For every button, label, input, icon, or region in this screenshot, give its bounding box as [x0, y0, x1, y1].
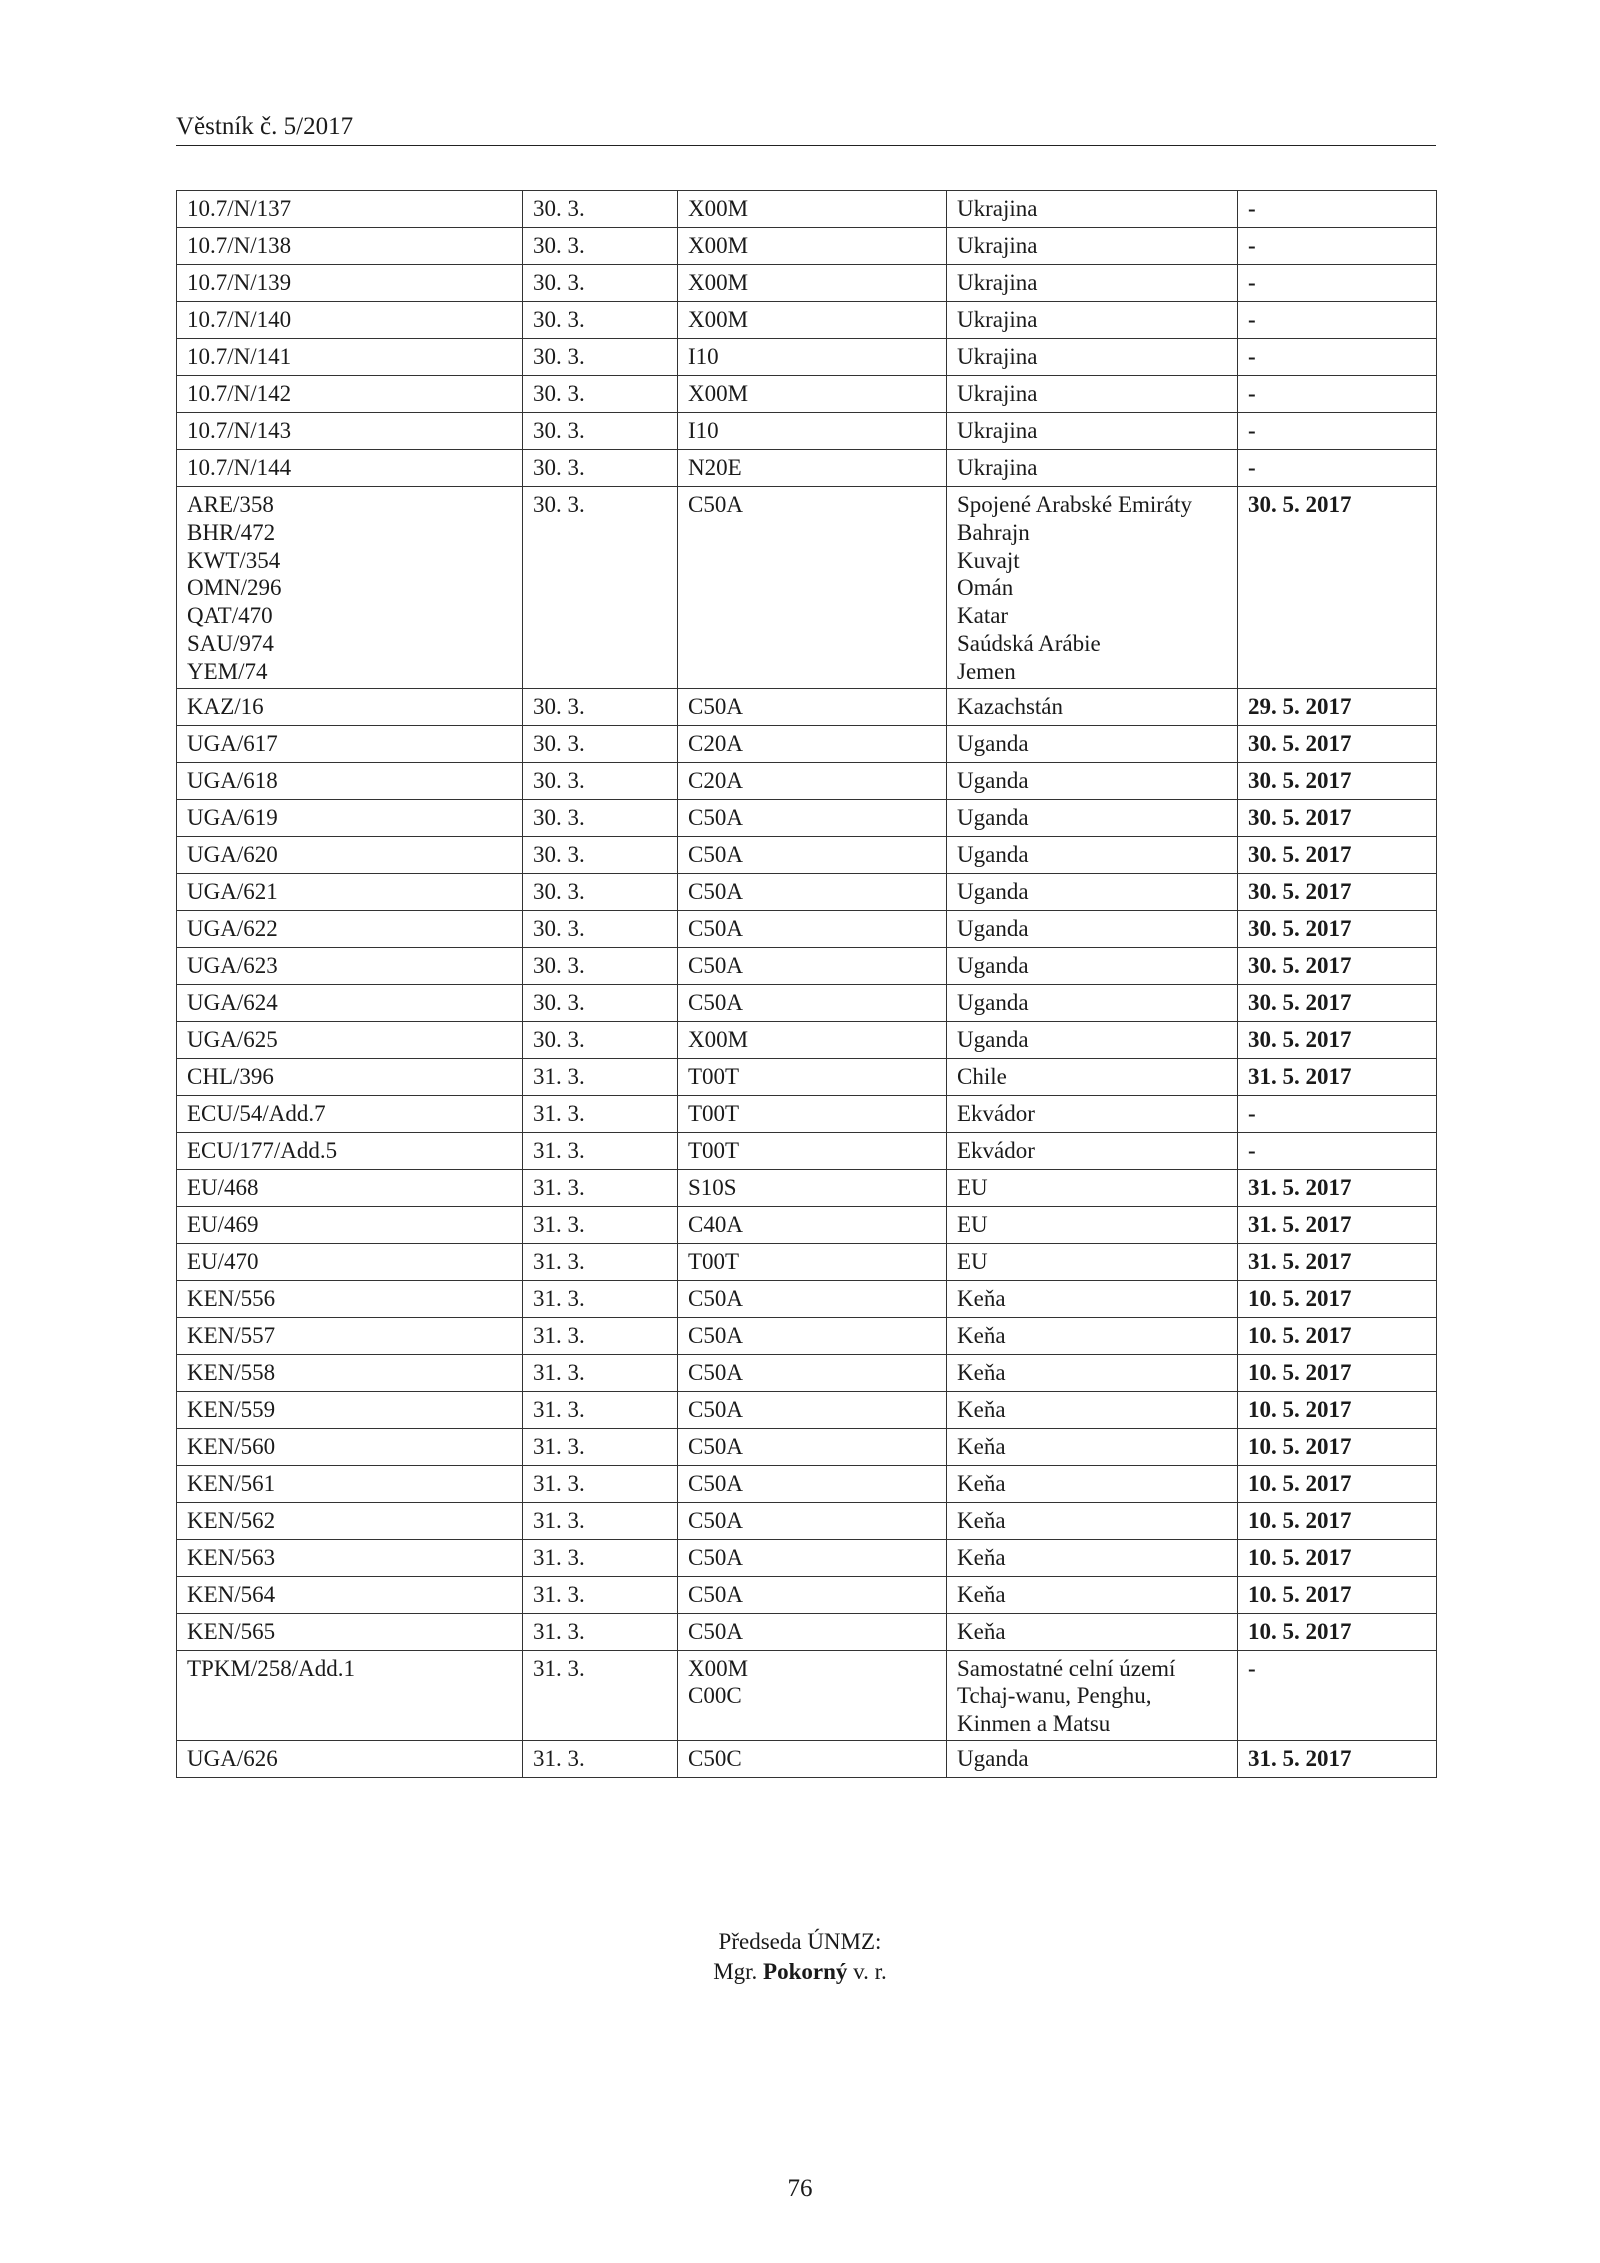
table-row [177, 1740, 1437, 1777]
country-cell: Uganda [947, 1021, 1238, 1058]
date-cell: 30. 3. [523, 725, 678, 762]
deadline-cell: - [1238, 228, 1437, 265]
country-cell: Ukrajina [947, 302, 1238, 339]
date-cell: 31. 3. [523, 1132, 678, 1169]
table-row [177, 1428, 1437, 1465]
notification-id-cell: UGA/623 [177, 947, 523, 984]
date-cell: 30. 3. [523, 376, 678, 413]
country-cell: Keňa [947, 1428, 1238, 1465]
notification-id-cell: UGA/622 [177, 910, 523, 947]
notification-id-cell: 10.7/N/144 [177, 450, 523, 487]
country-cell: Uganda [947, 836, 1238, 873]
notification-id-cell: 10.7/N/142 [177, 376, 523, 413]
country-cell: Uganda [947, 799, 1238, 836]
table-row [177, 873, 1437, 910]
deadline-cell: 31. 5. 2017 [1238, 1243, 1437, 1280]
notification-id-cell: 10.7/N/137 [177, 191, 523, 228]
ics-code-cell: C50C [678, 1740, 947, 1777]
deadline-cell: - [1238, 191, 1437, 228]
notification-id-cell: TPKM/258/Add.1 [177, 1650, 523, 1740]
ics-code-cell: S10S [678, 1169, 947, 1206]
table-row [177, 1391, 1437, 1428]
deadline-cell: - [1238, 376, 1437, 413]
date-cell: 31. 3. [523, 1650, 678, 1740]
notification-id-cell: KEN/558 [177, 1354, 523, 1391]
date-cell: 31. 3. [523, 1502, 678, 1539]
date-cell: 31. 3. [523, 1428, 678, 1465]
ics-code-cell: C40A [678, 1206, 947, 1243]
notification-id-cell: UGA/621 [177, 873, 523, 910]
notification-id-cell: UGA/624 [177, 984, 523, 1021]
notification-id-cell: KEN/556 [177, 1280, 523, 1317]
deadline-cell: 31. 5. 2017 [1238, 1058, 1437, 1095]
table-row [177, 1502, 1437, 1539]
country-cell: Ekvádor [947, 1095, 1238, 1132]
date-cell: 31. 3. [523, 1576, 678, 1613]
table-row [177, 1169, 1437, 1206]
country-cell: Keňa [947, 1354, 1238, 1391]
table-row [177, 1539, 1437, 1576]
signature-prefix: Mgr. [713, 1959, 758, 1984]
deadline-cell: 31. 5. 2017 [1238, 1740, 1437, 1777]
date-cell: 31. 3. [523, 1354, 678, 1391]
notification-id-cell: UGA/620 [177, 836, 523, 873]
notification-id-cell: KEN/565 [177, 1613, 523, 1650]
table-row [177, 762, 1437, 799]
notification-id-cell: 10.7/N/140 [177, 302, 523, 339]
notification-id-cell: 10.7/N/139 [177, 265, 523, 302]
deadline-cell: 10. 5. 2017 [1238, 1280, 1437, 1317]
ics-code-cell: I10 [678, 339, 947, 376]
date-cell: 31. 3. [523, 1539, 678, 1576]
country-cell: Keňa [947, 1317, 1238, 1354]
country-cell: Ukrajina [947, 228, 1238, 265]
country-cell: EU [947, 1243, 1238, 1280]
ics-code-cell: X00M [678, 302, 947, 339]
ics-code-cell: C20A [678, 762, 947, 799]
deadline-cell: 30. 5. 2017 [1238, 1021, 1437, 1058]
notification-id-cell: ECU/54/Add.7 [177, 1095, 523, 1132]
country-cell: EU [947, 1169, 1238, 1206]
notification-id-cell: KEN/559 [177, 1391, 523, 1428]
table-body [177, 191, 1437, 1778]
date-cell: 30. 3. [523, 984, 678, 1021]
ics-code-cell: T00T [678, 1058, 947, 1095]
ics-code-cell: C50A [678, 1502, 947, 1539]
notification-id-cell: KEN/561 [177, 1465, 523, 1502]
country-cell: Keňa [947, 1613, 1238, 1650]
table-row [177, 1354, 1437, 1391]
country-cell: Keňa [947, 1465, 1238, 1502]
date-cell: 31. 3. [523, 1317, 678, 1354]
deadline-cell: 30. 5. 2017 [1238, 984, 1437, 1021]
notification-id-cell: ECU/177/Add.5 [177, 1132, 523, 1169]
ics-code-cell: C50A [678, 873, 947, 910]
country-cell: Keňa [947, 1539, 1238, 1576]
ics-code-cell: I10 [678, 413, 947, 450]
date-cell: 31. 3. [523, 1095, 678, 1132]
signature-name: Pokorný [763, 1959, 848, 1984]
ics-code-cell: T00T [678, 1095, 947, 1132]
ics-code-cell: C50A [678, 688, 947, 725]
deadline-cell: 30. 5. 2017 [1238, 799, 1437, 836]
deadline-cell: 30. 5. 2017 [1238, 725, 1437, 762]
table-row [177, 1021, 1437, 1058]
table-row [177, 799, 1437, 836]
table-row [177, 1243, 1437, 1280]
ics-code-cell: X00M [678, 191, 947, 228]
ics-code-cell: T00T [678, 1132, 947, 1169]
country-cell: Kazachstán [947, 688, 1238, 725]
ics-code-cell: C50A [678, 1354, 947, 1391]
date-cell: 30. 3. [523, 228, 678, 265]
table-row [177, 836, 1437, 873]
date-cell: 31. 3. [523, 1280, 678, 1317]
table-row [177, 1613, 1437, 1650]
country-cell: Ukrajina [947, 339, 1238, 376]
ics-code-cell: C50A [678, 1391, 947, 1428]
ics-code-cell: C50A [678, 1613, 947, 1650]
country-cell: Samostatné celní území Tchaj-wanu, Penghu, Kinmen a Matsu [947, 1650, 1238, 1740]
deadline-cell: 31. 5. 2017 [1238, 1206, 1437, 1243]
signature-suffix: v. r. [853, 1959, 887, 1984]
country-cell: Ukrajina [947, 191, 1238, 228]
deadline-cell: - [1238, 413, 1437, 450]
date-cell: 30. 3. [523, 339, 678, 376]
signature-role: Předseda ÚNMZ: [718, 1929, 882, 1954]
date-cell: 30. 3. [523, 910, 678, 947]
deadline-cell: 10. 5. 2017 [1238, 1317, 1437, 1354]
ics-code-cell: C50A [678, 1317, 947, 1354]
table-row [177, 725, 1437, 762]
table-row [177, 1095, 1437, 1132]
country-cell: EU [947, 1206, 1238, 1243]
notification-id-cell: KAZ/16 [177, 688, 523, 725]
deadline-cell: 30. 5. 2017 [1238, 947, 1437, 984]
deadline-cell: 10. 5. 2017 [1238, 1465, 1437, 1502]
deadline-cell: - [1238, 1650, 1437, 1740]
date-cell: 31. 3. [523, 1243, 678, 1280]
notification-id-cell: EU/469 [177, 1206, 523, 1243]
deadline-cell: 29. 5. 2017 [1238, 688, 1437, 725]
deadline-cell: 30. 5. 2017 [1238, 910, 1437, 947]
deadline-cell: 10. 5. 2017 [1238, 1502, 1437, 1539]
deadline-cell: 31. 5. 2017 [1238, 1169, 1437, 1206]
country-cell: Ukrajina [947, 376, 1238, 413]
notification-id-cell: KEN/557 [177, 1317, 523, 1354]
notification-id-cell: UGA/617 [177, 725, 523, 762]
table-row [177, 376, 1437, 413]
ics-code-cell: T00T [678, 1243, 947, 1280]
notification-id-cell: KEN/562 [177, 1502, 523, 1539]
country-cell: Uganda [947, 762, 1238, 799]
table-row [177, 413, 1437, 450]
deadline-cell: - [1238, 265, 1437, 302]
notification-id-cell: UGA/625 [177, 1021, 523, 1058]
notification-id-cell: KEN/563 [177, 1539, 523, 1576]
date-cell: 31. 3. [523, 1740, 678, 1777]
country-cell: Keňa [947, 1502, 1238, 1539]
country-cell: Chile [947, 1058, 1238, 1095]
table-row [177, 1465, 1437, 1502]
deadline-cell: 10. 5. 2017 [1238, 1391, 1437, 1428]
ics-code-cell: C50A [678, 1428, 947, 1465]
ics-code-cell: C50A [678, 487, 947, 689]
country-cell: Keňa [947, 1391, 1238, 1428]
ics-code-cell: X00M [678, 228, 947, 265]
deadline-cell: 10. 5. 2017 [1238, 1613, 1437, 1650]
notification-id-cell: KEN/564 [177, 1576, 523, 1613]
notification-id-cell: ARE/358 BHR/472 KWT/354 OMN/296 QAT/470 SAU/974 YEM/74 [177, 487, 523, 689]
deadline-cell: 10. 5. 2017 [1238, 1428, 1437, 1465]
deadline-cell: - [1238, 339, 1437, 376]
table-row [177, 1058, 1437, 1095]
ics-code-cell: C20A [678, 725, 947, 762]
notification-id-cell: KEN/560 [177, 1428, 523, 1465]
date-cell: 30. 3. [523, 450, 678, 487]
date-cell: 30. 3. [523, 487, 678, 689]
country-cell: Ukrajina [947, 413, 1238, 450]
country-cell: Uganda [947, 910, 1238, 947]
table-row [177, 1576, 1437, 1613]
table-row [177, 1280, 1437, 1317]
date-cell: 31. 3. [523, 1465, 678, 1502]
deadline-cell: 10. 5. 2017 [1238, 1576, 1437, 1613]
table-row [177, 265, 1437, 302]
notification-id-cell: 10.7/N/138 [177, 228, 523, 265]
ics-code-cell: X00M C00C [678, 1650, 947, 1740]
date-cell: 30. 3. [523, 836, 678, 873]
ics-code-cell: C50A [678, 947, 947, 984]
date-cell: 30. 3. [523, 1021, 678, 1058]
ics-code-cell: X00M [678, 265, 947, 302]
country-cell: Uganda [947, 725, 1238, 762]
table-row [177, 947, 1437, 984]
table-row [177, 1132, 1437, 1169]
table-row [177, 1206, 1437, 1243]
table-row [177, 228, 1437, 265]
date-cell: 30. 3. [523, 762, 678, 799]
date-cell: 31. 3. [523, 1058, 678, 1095]
table-row [177, 1317, 1437, 1354]
deadline-cell: - [1238, 450, 1437, 487]
date-cell: 30. 3. [523, 302, 678, 339]
date-cell: 30. 3. [523, 191, 678, 228]
date-cell: 31. 3. [523, 1169, 678, 1206]
ics-code-cell: C50A [678, 910, 947, 947]
country-cell: Ekvádor [947, 1132, 1238, 1169]
notification-id-cell: UGA/618 [177, 762, 523, 799]
notification-id-cell: 10.7/N/143 [177, 413, 523, 450]
table-row [177, 910, 1437, 947]
country-cell: Ukrajina [947, 450, 1238, 487]
deadline-cell: 10. 5. 2017 [1238, 1354, 1437, 1391]
deadline-cell: - [1238, 302, 1437, 339]
table-row [177, 302, 1437, 339]
date-cell: 31. 3. [523, 1613, 678, 1650]
country-cell: Spojené Arabské Emiráty Bahrajn Kuvajt Omán Katar Saúdská Arábie Jemen [947, 487, 1238, 689]
notification-id-cell: UGA/626 [177, 1740, 523, 1777]
ics-code-cell: C50A [678, 799, 947, 836]
date-cell: 30. 3. [523, 947, 678, 984]
page-number: 76 [787, 2175, 813, 2202]
notifications-table [176, 190, 1437, 1778]
country-cell: Keňa [947, 1280, 1238, 1317]
deadline-cell: 10. 5. 2017 [1238, 1539, 1437, 1576]
country-cell: Ukrajina [947, 265, 1238, 302]
ics-code-cell: C50A [678, 1539, 947, 1576]
date-cell: 30. 3. [523, 688, 678, 725]
ics-code-cell: X00M [678, 376, 947, 413]
deadline-cell: 30. 5. 2017 [1238, 873, 1437, 910]
ics-code-cell: C50A [678, 1465, 947, 1502]
ics-code-cell: N20E [678, 450, 947, 487]
notification-id-cell: EU/468 [177, 1169, 523, 1206]
date-cell: 30. 3. [523, 799, 678, 836]
country-cell: Uganda [947, 873, 1238, 910]
table-row [177, 984, 1437, 1021]
deadline-cell: - [1238, 1132, 1437, 1169]
page-header [176, 113, 1436, 146]
signature-block [0, 1927, 1600, 1987]
ics-code-cell: X00M [678, 1021, 947, 1058]
notification-id-cell: 10.7/N/141 [177, 339, 523, 376]
notification-id-cell: EU/470 [177, 1243, 523, 1280]
country-cell: Uganda [947, 1740, 1238, 1777]
ics-code-cell: C50A [678, 1280, 947, 1317]
signature-line [0, 1957, 1600, 1987]
table-row [177, 450, 1437, 487]
ics-code-cell: C50A [678, 984, 947, 1021]
deadline-cell: 30. 5. 2017 [1238, 762, 1437, 799]
table-row [177, 191, 1437, 228]
date-cell: 30. 3. [523, 265, 678, 302]
deadline-cell: - [1238, 1095, 1437, 1132]
table-row [177, 1650, 1437, 1740]
deadline-cell: 30. 5. 2017 [1238, 487, 1437, 689]
notification-id-cell: UGA/619 [177, 799, 523, 836]
table-row [177, 688, 1437, 725]
ics-code-cell: C50A [678, 836, 947, 873]
table-row [177, 339, 1437, 376]
notification-id-cell: CHL/396 [177, 1058, 523, 1095]
journal-title: Věstník č. 5/2017 [176, 113, 354, 140]
country-cell: Uganda [947, 947, 1238, 984]
table-row [177, 487, 1437, 689]
date-cell: 31. 3. [523, 1391, 678, 1428]
ics-code-cell: C50A [678, 1576, 947, 1613]
country-cell: Keňa [947, 1576, 1238, 1613]
deadline-cell: 30. 5. 2017 [1238, 836, 1437, 873]
date-cell: 30. 3. [523, 413, 678, 450]
country-cell: Uganda [947, 984, 1238, 1021]
date-cell: 31. 3. [523, 1206, 678, 1243]
date-cell: 30. 3. [523, 873, 678, 910]
